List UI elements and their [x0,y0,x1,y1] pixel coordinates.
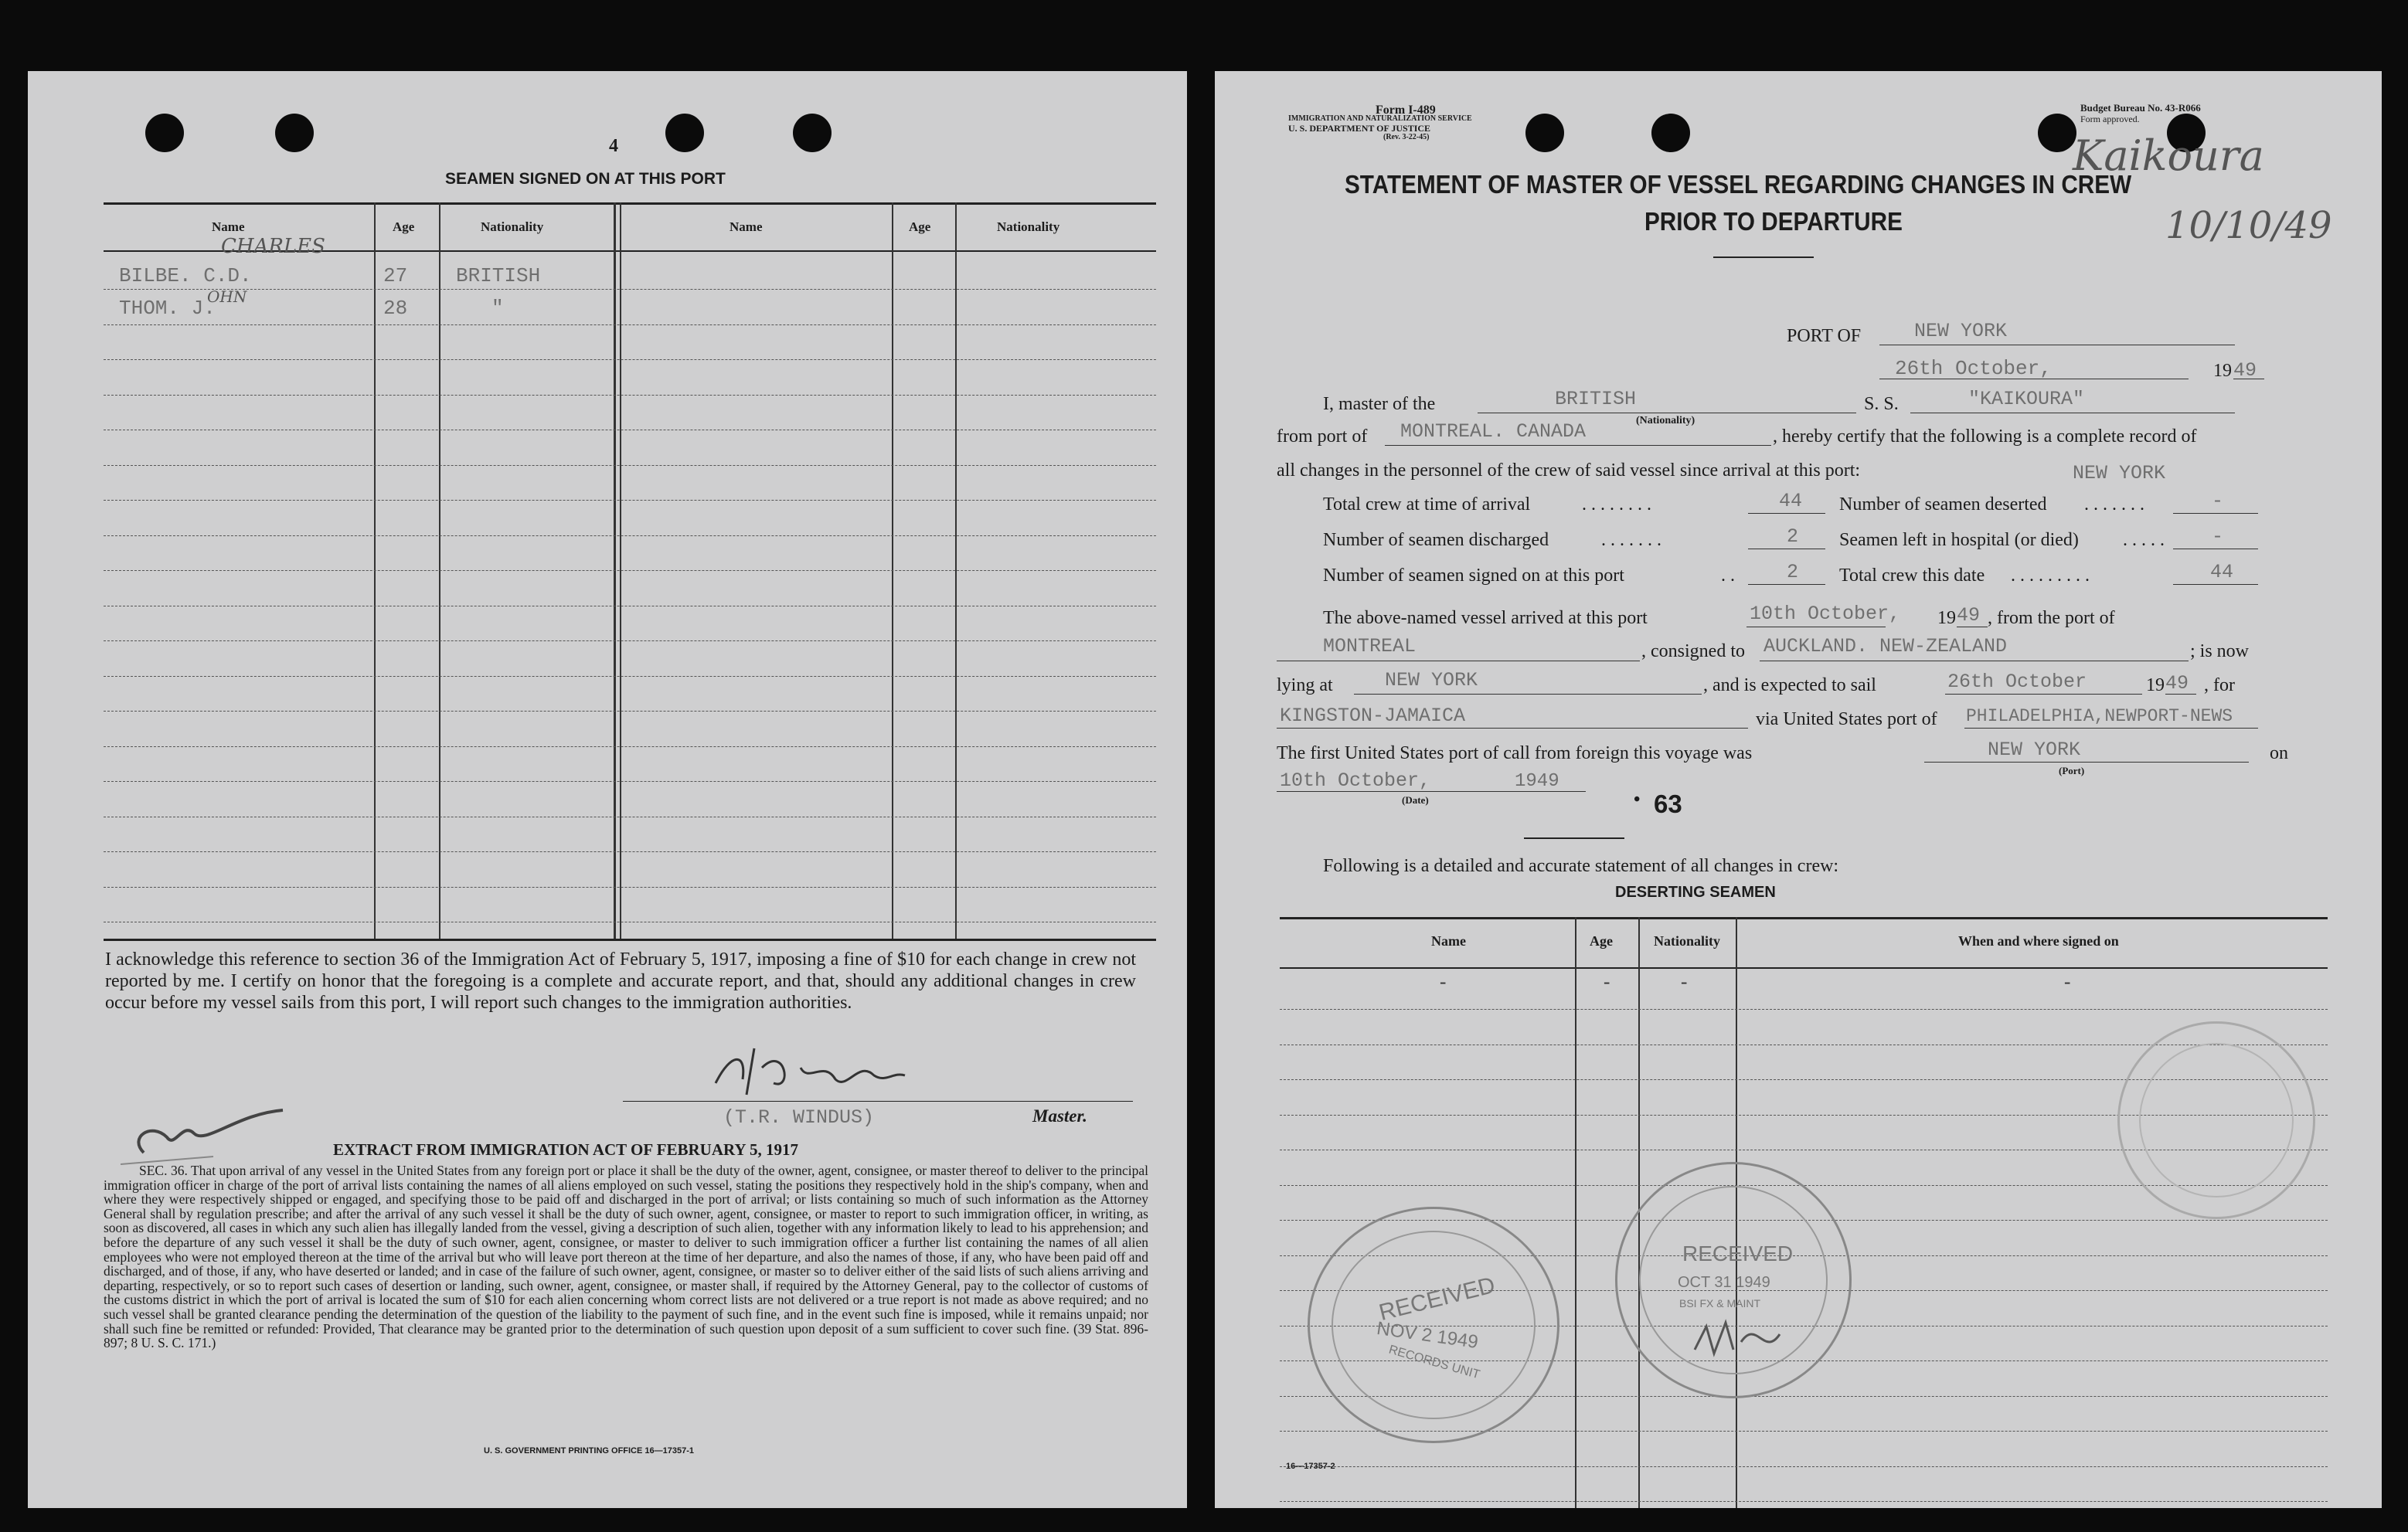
table-cell-name: THOM. J. [119,297,216,320]
table-rule-line [104,395,1156,396]
table-rule-line [104,289,1156,290]
stat-label: Number of seamen signed on at this port [1323,566,1624,586]
col-header-nationality: Nationality [997,219,1060,234]
dot-leader: ......... [2011,566,2094,586]
stat-signed-on: 2 [1787,561,1799,583]
col-header-when-where: When and where signed on [1958,933,2119,949]
year-prefix: 19 [2213,361,2232,381]
from-port-value: MONTREAL. CANADA [1400,420,1587,443]
table-rule-line [1280,1501,2328,1502]
table-rule-line [104,851,1156,852]
lying-at-label: lying at [1277,675,1333,695]
first-port-date: 10th October, [1280,769,1431,792]
printer-line: U. S. GOVERNMENT PRINTING OFFICE 16—17357-1 [484,1446,695,1456]
year-prefix: 19 [1937,608,1956,628]
master-label: Master. [1032,1106,1087,1126]
stat-label: Total crew at time of arrival [1323,494,1531,515]
table-rule-line [1280,1466,2328,1467]
form-approved: Form approved. [2080,114,2140,124]
for-label: , for [2204,675,2235,695]
agency-line: U. S. DEPARTMENT OF JUSTICE [1288,123,1431,134]
following-text: Following is a detailed and accurate statement of all changes in crew: [1323,856,1839,876]
stat-label: Number of seamen deserted [1839,494,2047,515]
destination: KINGSTON-JAMAICA [1280,705,1466,727]
table-cell-name: BILBE. C.D. [119,264,252,287]
table-rule-line [104,640,1156,641]
stat-label: Number of seamen discharged [1323,530,1549,550]
table-cell-age: - [1601,973,1613,994]
table-cell-age: 27 [383,264,408,287]
arrived-year: 49 [1957,604,1981,627]
table-cell-name: - [1437,973,1449,994]
is-now-label: ; is now [2190,641,2250,661]
consigned-label: , consigned to [1641,641,1745,661]
extract-text: SEC. 36. That upon arrival of any vessel in the United States from any foreign port or place it shall be the duty of the owner, agent, consignee, or master thereof to deliver to the principal immigration officer in charge of the port of arrival lists containing the names of all aliens employed on such vessel, stating the positions they respectively hold in the ship's company, when and where they were respectively shipped or engaged, and specifying those to be paid off and discharged in the port of arrival; or lists containing so much of such information as the Attorney General shall by regulation prescribe; and after the arrival of any such vessel it shall be the duty of such owner, agent, consignee, or master to report to such immigration officer, in writing, as soon as discovered, all cases in which any such alien has illegally landed from the vessel, giving a description of such alien, together with any information likely to lead to his apprehension; and before the departure of any such vessel it shall be the duty of such owner, agent, consignee, or master to deliver to such immigration officer a further list containing the names of all alien employees who were not employed thereon at the time of the arrival but who will leave port thereon at the time of her departure, and also the names of those, if any, who have been paid off and discharged, and of those, if any, who have deserted or landed; and in case of the failure of such owner, agent, consignee, or master so to deliver either of the said lists of such aliens arriving and departing, respectively, or so to report such cases of desertion or landing, such owner, agent, consignee, or master shall, if required by the Attorney General, pay to the collector of customs of the customs district in which the port of arrival is located the sum of $10 for each alien concerning whom correct lists are not delivered or a true report is not made as above required; and no such vessel shall be granted clearance pending the determination of the question of the liability to the payment of such fine, and in the event such fine is imposed, while it remains unpaid; nor shall such fine be remitted or refunded: Provided, That clearance may be granted prior to the determination of such question upon deposit of a sum sufficient to cover such fine. (39 Stat. 896-897; 8 U. S. C. 171.) [104,1163,1148,1351]
first-port-year: 1949 [1515,771,1559,792]
punch-hole [1651,114,1690,152]
col-header-age: Age [393,219,415,234]
on-label: on [2270,743,2288,763]
master-nationality: BRITISH [1555,388,1637,410]
handwritten-vessel: Kaikoura [2073,131,2264,180]
received-stamp: RECEIVED NOV 2 1949 RECORDS UNIT [1308,1207,1559,1443]
extract-title: EXTRACT FROM IMMIGRATION ACT OF FEBRUARY 5, 1917 [333,1140,799,1159]
table-cell-age: 28 [383,297,408,320]
form-revision: (Rev. 3-22-45) [1383,133,1430,141]
consignee: AUCKLAND. NEW-ZEALAND [1763,635,2008,657]
table-cell-nationality: BRITISH [456,264,541,287]
table-rule-line [104,535,1156,536]
from-port-2: MONTREAL [1323,635,1417,657]
table-rule-line [1280,1009,2328,1010]
col-header-nationality: Nationality [481,219,544,234]
handwritten-annotation: CHARLES [221,235,325,258]
port-value: NEW YORK [1914,320,2008,342]
col-header-name: Name [730,219,763,234]
table-rule-line [104,570,1156,571]
form-number: Form I-489 [1376,104,1436,117]
page-number: 4 [609,136,618,156]
stat-total-crew-date: 44 [2210,561,2234,583]
stamp-signature [1687,1311,1787,1365]
stat-deserted: - [2212,490,2224,512]
punch-hole [145,114,184,152]
col-header-age: Age [909,219,931,234]
from-the-port-label: , from the port of [1988,608,2115,628]
first-port: NEW YORK [1988,739,2081,761]
faint-stamp [2117,1021,2315,1219]
stat-hospital: - [2212,525,2224,548]
acknowledgement-text: I acknowledge this reference to section 36 of the Immigration Act of February 5, 1917, imposing a fine of $10 for each change in crew not reported by me. I certify on honor that the foregoing is a complete and accurate report, and that, should any additional changes in crew occur before my vessel sails from this port, I will report such changes to the immigration authorities. [105,949,1136,1013]
changes-text: all changes in the personnel of the crew of said vessel since arrival at this port: [1277,460,1861,481]
date-value: 26th October, [1895,357,2052,380]
agency-line: IMMIGRATION AND NATURALIZATION SERVICE [1288,114,1472,123]
certify-text: , hereby certify that the following is a complete record of [1773,426,2197,447]
table-rule-line [104,711,1156,712]
right-page [1215,71,2382,1508]
from-port-label: from port of [1277,426,1368,447]
master-signature [700,1037,932,1106]
stat-discharged: 2 [1787,525,1799,548]
table-rule-line [104,887,1156,888]
punch-hole [2038,114,2076,152]
via-label: via United States port of [1756,709,1937,729]
col-header-name: Name [212,219,245,234]
ship-name: "KAIKOURA" [1968,388,2085,410]
stat-label: Total crew this date [1839,566,1985,586]
table-rule-line [104,324,1156,325]
handwritten-date: 10/10/49 [2165,204,2332,247]
year-prefix: 19 [2146,675,2165,695]
ss-label: S. S. [1864,394,1899,414]
table-rule-line [104,465,1156,466]
changes-port: NEW YORK [2073,462,2166,484]
handwritten-annotation: OHN [207,287,247,306]
table-rule-line [104,676,1156,677]
bullet-mark: • [1634,790,1641,810]
punch-hole [665,114,704,152]
sail-year: 49 [2165,672,2189,695]
port-caption: (Port) [2059,765,2085,776]
form-title: PRIOR TO DEPARTURE [1644,207,1903,236]
table-rule-line [104,359,1156,360]
left-page [28,71,1187,1508]
section-title: SEAMEN SIGNED ON AT THIS PORT [445,170,726,188]
deserting-title: DESERTING SEAMEN [1615,884,1776,901]
via-ports: PHILADELPHIA,NEWPORT-NEWS [1966,706,2233,726]
arrived-date: 10th October, [1750,603,1901,625]
col-header-name: Name [1431,933,1466,949]
dot-leader: ........ [1582,494,1656,515]
punch-hole [275,114,314,152]
stat-label: Seamen left in hospital (or died) [1839,530,2079,550]
punch-hole [1525,114,1564,152]
dot-leader: ..... [2123,530,2169,550]
port-label: PORT OF [1787,326,1862,346]
form-title: STATEMENT OF MASTER OF VESSEL REGARDING CHANGES IN CREW [1345,170,2132,199]
table-rule-line [104,500,1156,501]
col-header-nationality: Nationality [1654,933,1721,949]
nationality-caption: (Nationality) [1636,415,1695,426]
table-cell-when-where: - [2062,973,2073,994]
table-rule-line [104,746,1156,747]
col-header-age: Age [1590,933,1613,949]
stat-total-crew-arrival: 44 [1779,490,1803,512]
dot-leader: ....... [1601,530,1666,550]
dot-leader: ....... [2084,494,2149,515]
arrived-label: The above-named vessel arrived at this port [1323,608,1648,628]
master-of-label: I, master of the [1323,394,1436,414]
first-port-label: The first United States port of call from foreign this voyage was [1277,743,1753,763]
expected-label: , and is expected to sail [1703,675,1876,695]
sail-date: 26th October [1947,671,2087,693]
lying-at: NEW YORK [1385,669,1478,691]
table-cell-nationality: " [491,297,504,320]
table-cell-nationality: - [1678,973,1690,994]
year-value: 49 [2233,359,2257,382]
table-rule-line [104,781,1156,782]
dot-leader: .. [1721,566,1740,586]
punch-hole [793,114,832,152]
date-caption: (Date) [1402,794,1429,806]
printer-line: 16—17357-2 [1286,1462,1335,1471]
budget-bureau: Budget Bureau No. 43-R066 [2080,102,2201,114]
received-stamp: RECEIVED OCT 31 1949 BSI FX & MAINT [1615,1162,1852,1398]
page-mark: 63 [1654,790,1682,818]
master-name: (T.R. WINDUS) [723,1106,875,1129]
